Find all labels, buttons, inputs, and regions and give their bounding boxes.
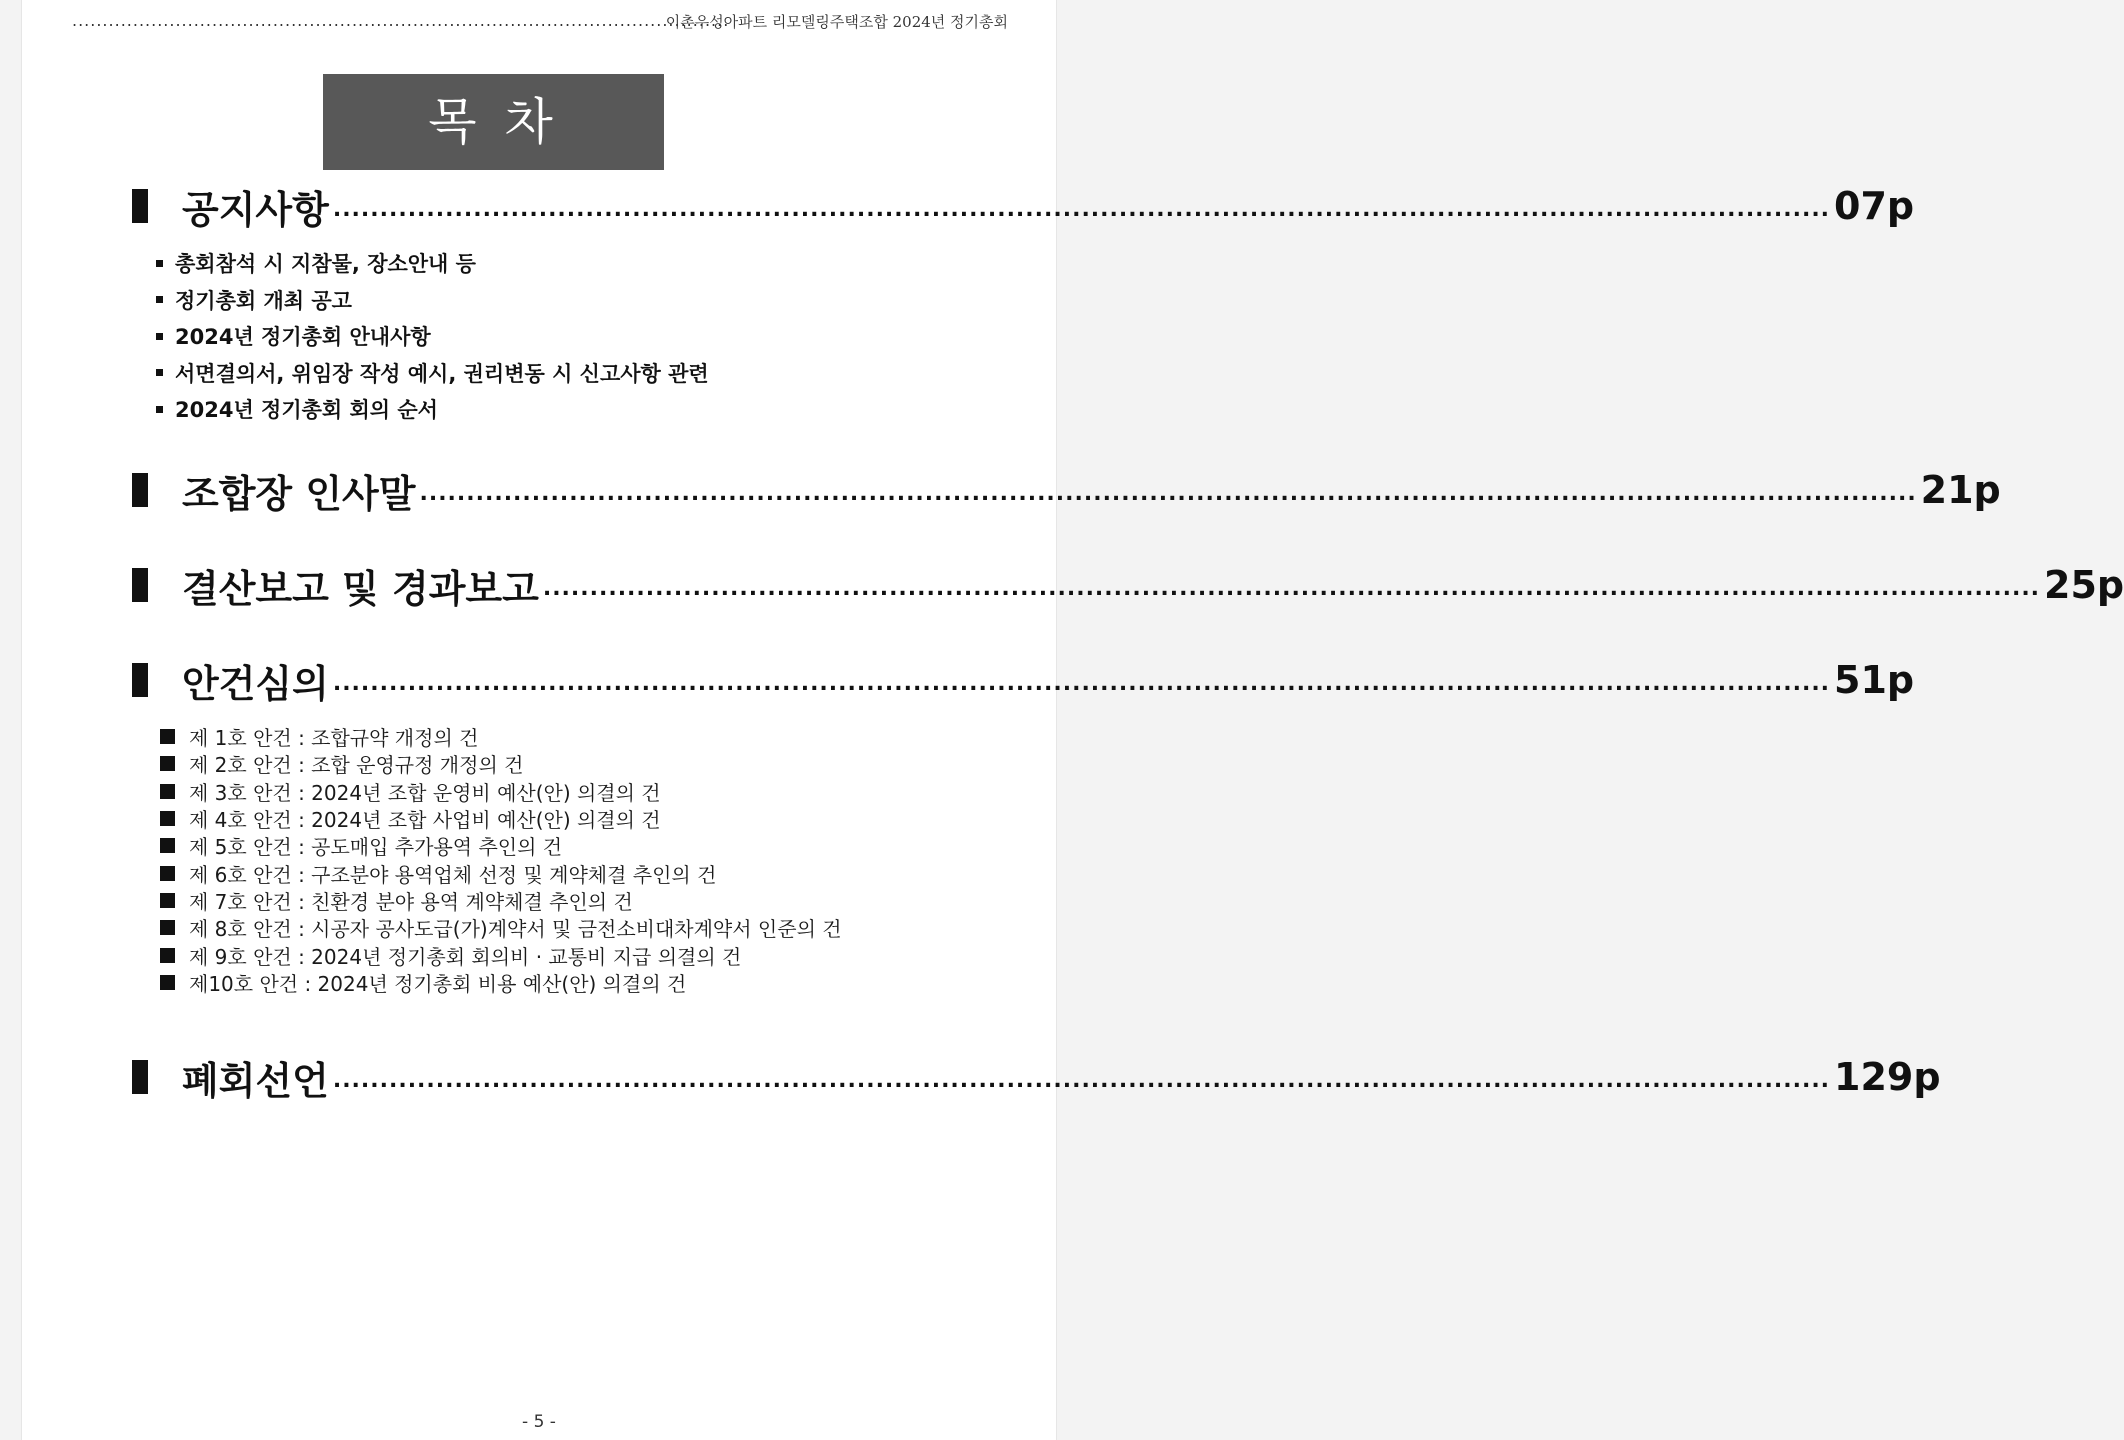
bullet-square-icon [156,333,163,340]
toc-entry-label: 폐회선언 [182,1058,329,1103]
bullet-square-icon [156,296,163,303]
toc-entry-label: 결산보고 및 경과보고 [182,566,539,611]
toc-entry-closing[interactable] [132,1047,1941,1107]
agenda-item: 제 6호 안건 : 구조분야 용역업체 선정 및 계약체결 추인의 건 [160,859,842,886]
bullet-square-icon [160,893,175,908]
list-item: 정기총회 개최 공고 [156,282,709,319]
bullet-square-icon [160,838,175,853]
section-bar-icon [132,473,148,507]
bullet-square-icon [160,811,175,826]
agenda-item: 제 4호 안건 : 2024년 조합 사업비 예산(안) 의결의 건 [160,805,842,832]
notice-sub-list [156,245,709,428]
bullet-square-icon [160,756,175,771]
toc-entry-label: 공지사항 [182,187,329,232]
dot-leader: ................................................................................................................................................................ [542,576,2041,601]
header-dotted-rule: ............................................................................................................ [72,11,730,30]
bullet-square-icon [160,729,175,744]
agenda-item: 제 8호 안건 : 시공자 공사도급(가)계약서 및 금전소비대차계약서 인준의 건 [160,914,842,941]
toc-entry-page: 51p [1834,658,1915,702]
agenda-item: 제 9호 안건 : 2024년 정기총회 회의비 · 교통비 지급 의결의 건 [160,941,842,968]
section-bar-icon [132,663,148,697]
toc-entry-label: 안건심의 [182,661,329,706]
toc-entry-page: 21p [1920,468,2001,512]
toc-entry-page: 07p [1834,184,1915,228]
bullet-square-icon [156,260,163,267]
document-page [22,0,2124,1440]
bullet-square-icon [160,948,175,963]
bullet-square-icon [160,975,175,990]
dot-leader: ................................................................................................................................................................ [332,671,1831,696]
dot-leader: ................................................................................................................................................................ [332,197,1831,222]
header-title: 이촌우성아파트 리모델링주택조합 2024년 정기총회 [665,13,1008,31]
agenda-list [160,723,842,996]
list-item: 2024년 정기총회 안내사항 [156,318,709,355]
agenda-item: 제 3호 안건 : 2024년 조합 운영비 예산(안) 의결의 건 [160,778,842,805]
list-item: 총회참석 시 지참물, 장소안내 등 [156,245,709,282]
agenda-item: 제 1호 안건 : 조합규약 개정의 건 [160,723,842,750]
toc-entry-label: 조합장 인사말 [182,471,416,516]
agenda-item: 제 2호 안건 : 조합 운영규정 개정의 건 [160,750,842,777]
bullet-square-icon [160,920,175,935]
bullet-square-icon [156,369,163,376]
toc-entry-page: 129p [1834,1055,1941,1099]
toc-title: 목 차 [323,74,664,170]
bullet-square-icon [160,784,175,799]
toc-entry-agenda[interactable] [132,650,1915,710]
bullet-square-icon [160,866,175,881]
list-item: 서면결의서, 위임장 작성 예시, 권리변동 시 신고사항 관련 [156,355,709,392]
agenda-item: 제 5호 안건 : 공도매입 추가용역 추인의 건 [160,832,842,859]
toc-entry-notices[interactable] [132,176,1915,236]
toc-entry-page: 25p [2044,563,2124,607]
section-bar-icon [132,1060,148,1094]
section-bar-icon [132,189,148,223]
agenda-item: 제 7호 안건 : 친환경 분야 용역 계약체결 추인의 건 [160,887,842,914]
dot-leader: ................................................................................................................................................................ [332,1068,1831,1093]
agenda-item: 제10호 안건 : 2024년 정기총회 비용 예산(안) 의결의 건 [160,969,842,996]
toc-entry-reports[interactable] [132,555,2124,615]
section-bar-icon [132,568,148,602]
dot-leader: ................................................................................................................................................................ [419,481,1917,506]
bullet-square-icon [156,406,163,413]
page-number: - 5 - [522,1412,556,1432]
toc-entry-greeting[interactable] [132,460,2001,520]
list-item: 2024년 정기총회 회의 순서 [156,391,709,428]
